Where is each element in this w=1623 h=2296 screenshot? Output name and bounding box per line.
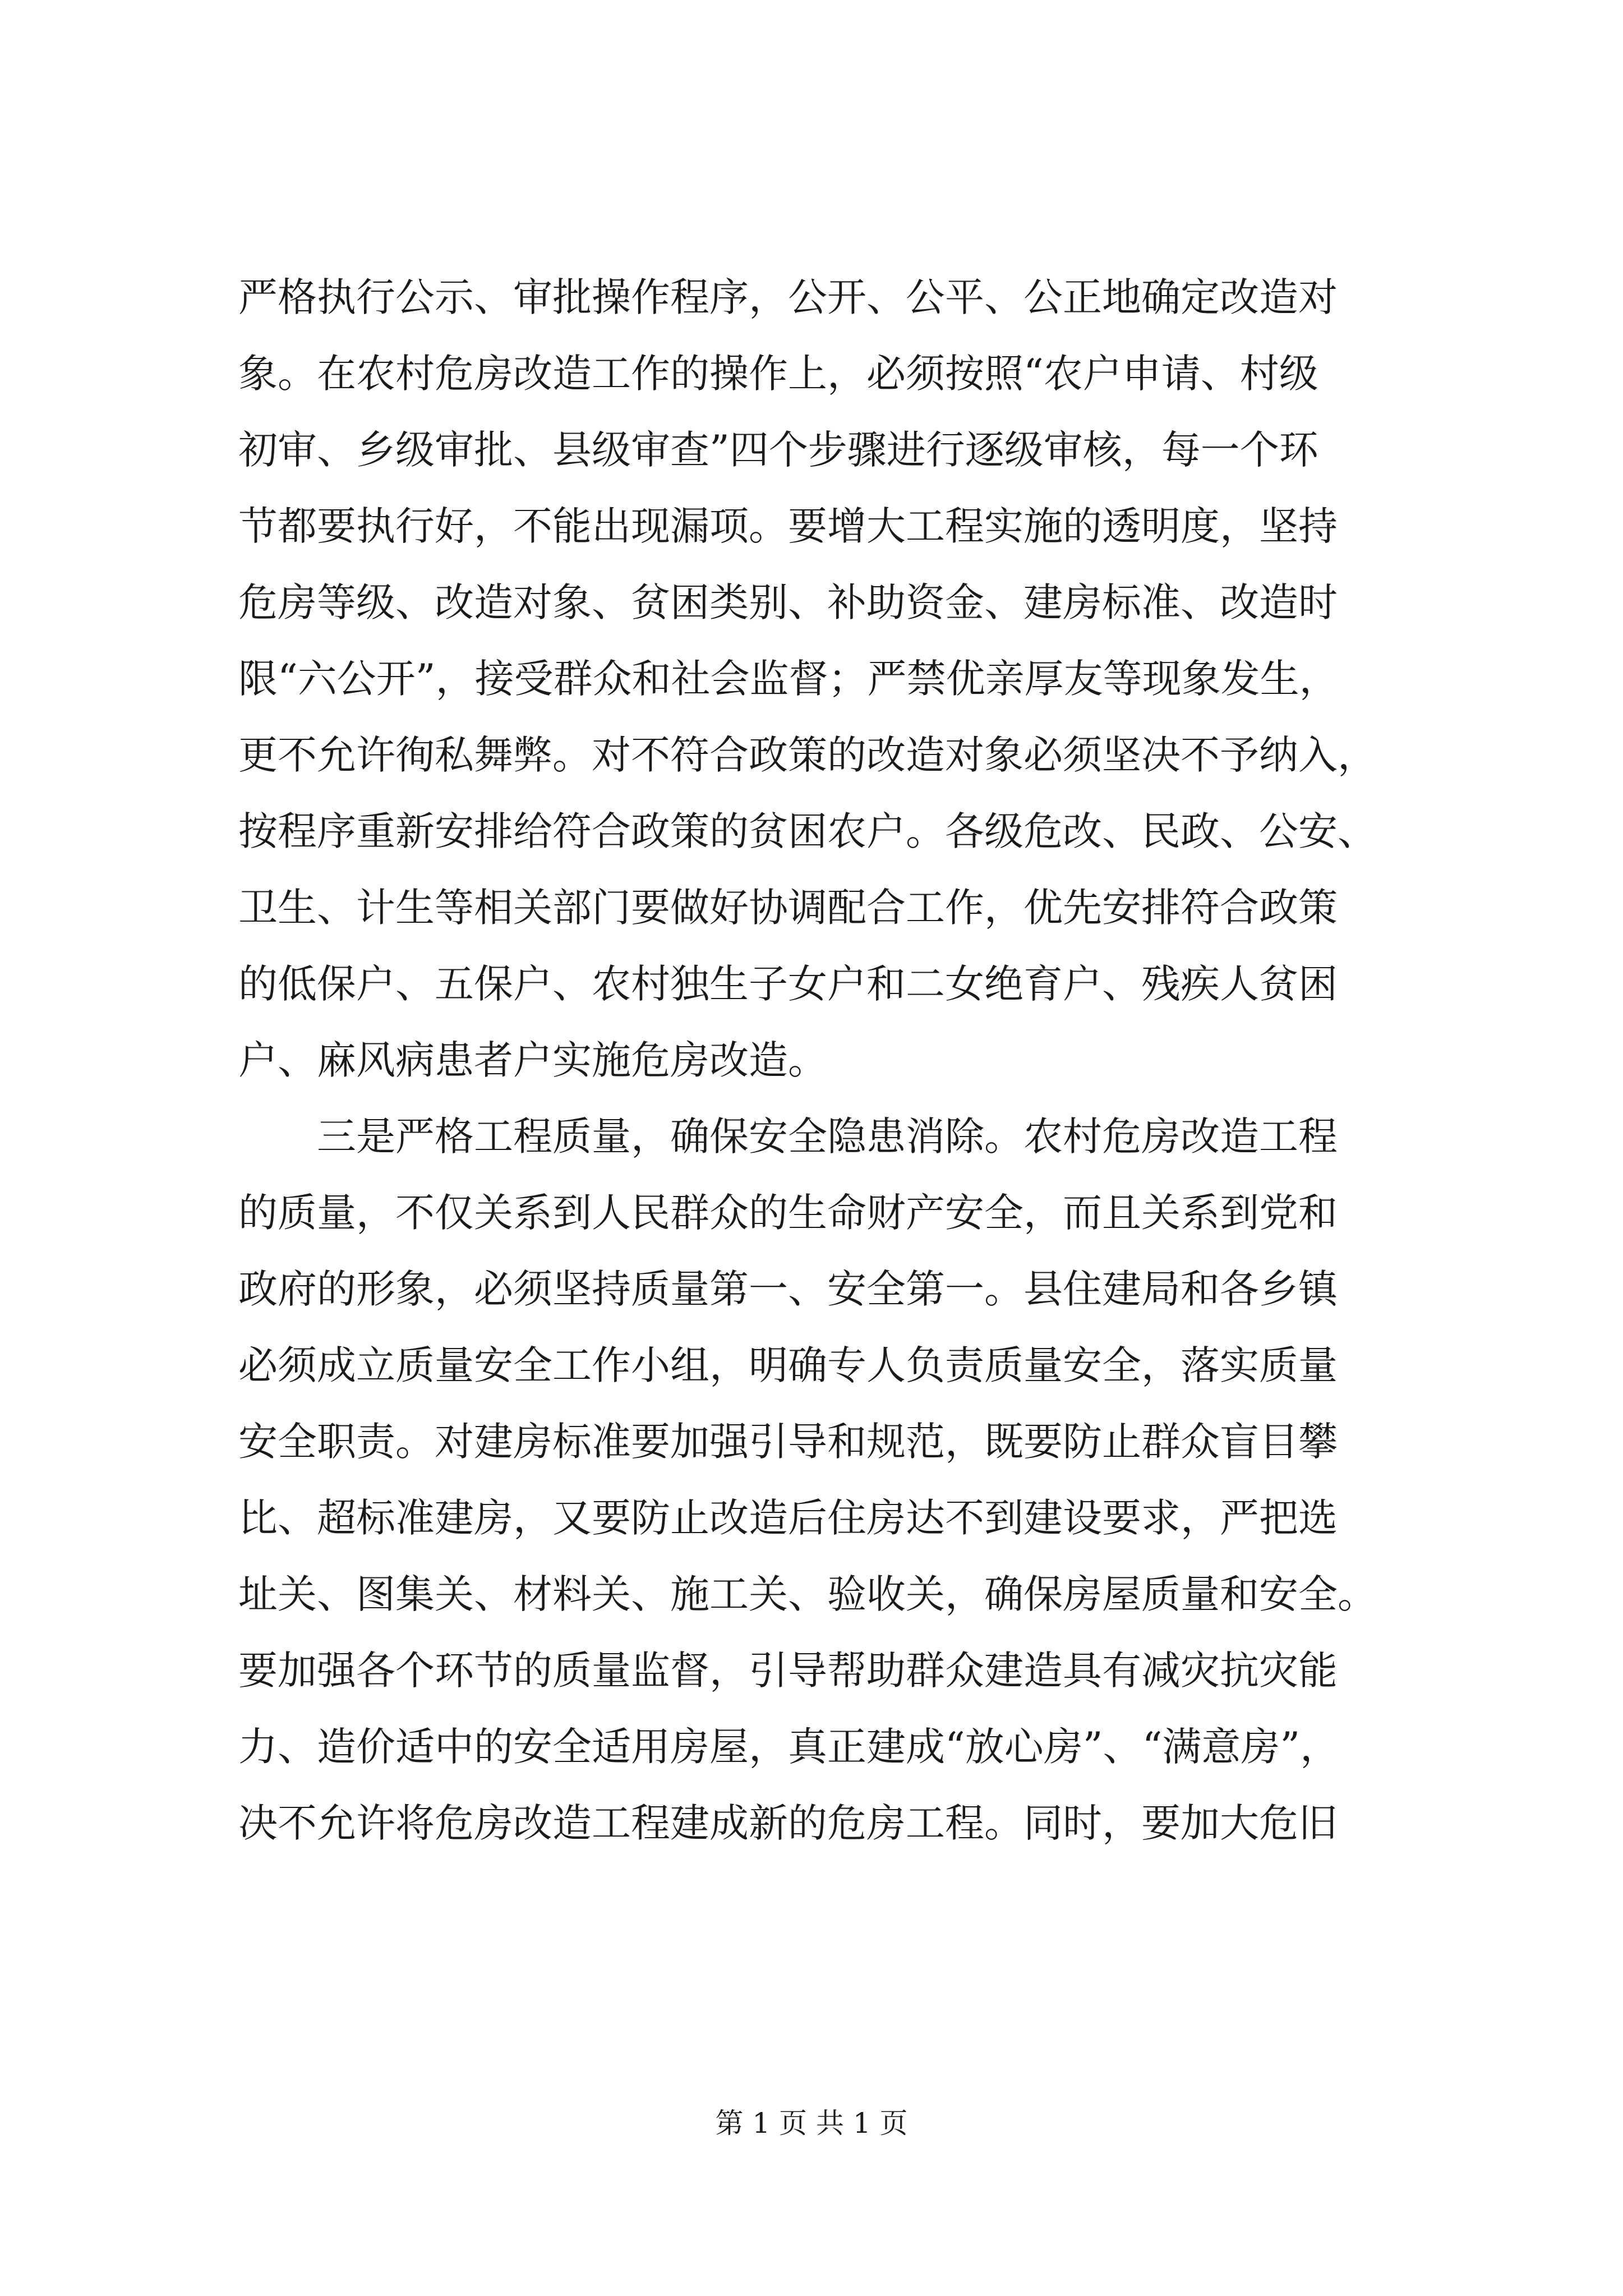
text-line: 按程序重新安排给符合政策的贫困农户。各级危改、民政、公安、	[238, 808, 1377, 854]
text-line: 节都要执行好，不能出现漏项。要增大工程实施的透明度，坚持	[238, 503, 1338, 549]
text-line: 限“六公开”，接受群众和社会监督；严禁优亲厚友等现象发生，	[238, 656, 1339, 702]
text-line: 的质量，不仅关系到人民群众的生命财产安全，而且关系到党和	[238, 1190, 1338, 1236]
text-line: 象。在农村危房改造工作的操作上，必须按照“农户申请、村级	[238, 351, 1318, 397]
text-line: 初审、乡级审批、县级审查”四个步骤进行逐级审核，每一个环	[238, 427, 1318, 473]
text-line: 更不允许徇私舞弊。对不符合政策的改造对象必须坚决不予纳入，	[238, 732, 1377, 778]
paragraph-start-line: 三是严格工程质量，确保安全隐患消除。农村危房改造工程	[317, 1114, 1338, 1159]
text-line: 安全职责。对建房标准要加强引导和规范，既要防止群众盲目攀	[238, 1419, 1338, 1465]
text-line: 的低保户、五保户、农村独生子女户和二女绝育户、残疾人贫困	[238, 961, 1338, 1007]
page-number: 第 1 页 共 1 页	[715, 2107, 908, 2139]
text-line: 址关、图集关、材料关、施工关、验收关，确保房屋质量和安全。	[238, 1571, 1377, 1617]
text-line: 必须成立质量安全工作小组，明确专人负责质量安全，落实质量	[238, 1342, 1338, 1388]
text-line: 比、超标准建房，又要防止改造后住房达不到建设要求，严把选	[238, 1495, 1338, 1541]
text-line: 严格执行公示、审批操作程序，公开、公平、公正地确定改造对	[238, 274, 1338, 320]
text-line: 户、麻风病患者户实施危房改造。	[238, 1037, 827, 1083]
text-line: 要加强各个环节的质量监督，引导帮助群众建造具有减灾抗灾能	[238, 1648, 1338, 1694]
body-text	[238, 259, 1472, 1861]
text-line: 政府的形象，必须坚持质量第一、安全第一。县住建局和各乡镇	[238, 1266, 1338, 1312]
text-line: 力、造价适中的安全适用房屋，真正建成“放心房”、“满意房”，	[238, 1724, 1340, 1770]
text-line: 决不允许将危房改造工程建成新的危房工程。同时，要加大危旧	[238, 1800, 1338, 1846]
text-line: 卫生、计生等相关部门要做好协调配合工作，优先安排符合政策	[238, 885, 1338, 931]
text-line: 危房等级、改造对象、贫困类别、补助资金、建房标准、改造时	[238, 579, 1338, 625]
page-footer	[0, 2106, 1623, 2140]
